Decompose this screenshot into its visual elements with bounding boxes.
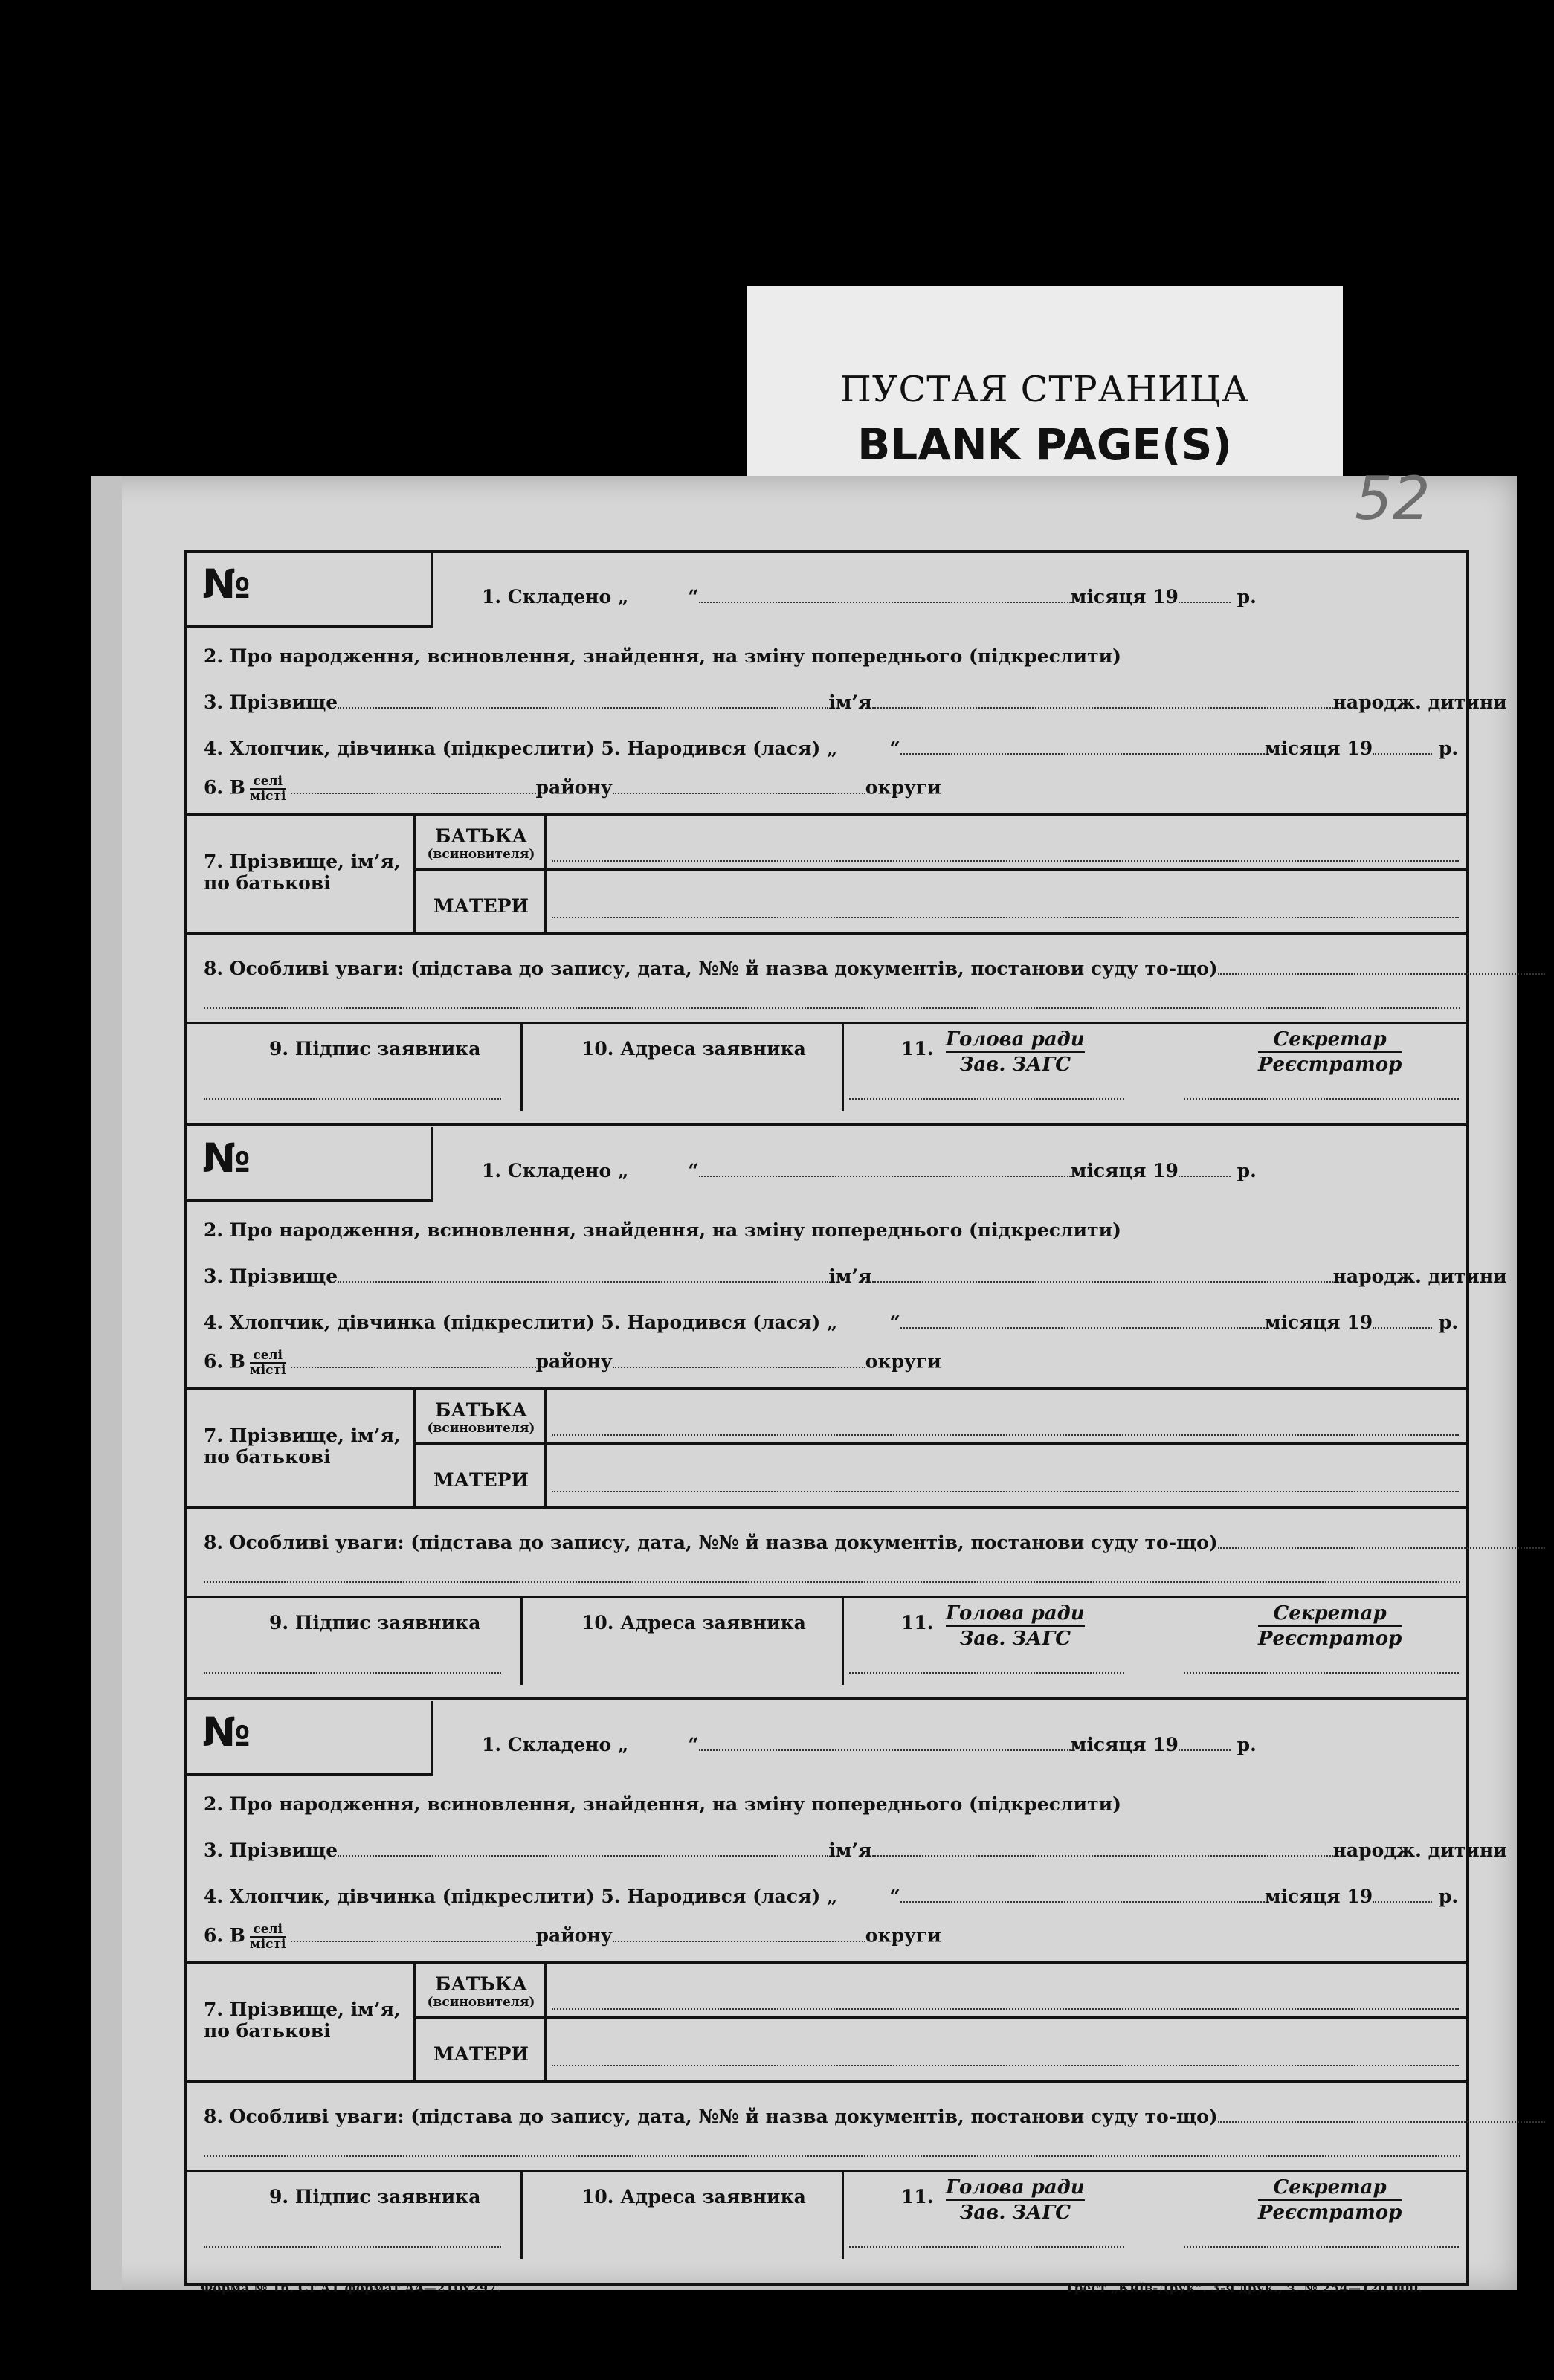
rule-line xyxy=(842,1596,844,1685)
head-title xyxy=(946,1028,1085,1077)
fill-in-line[interactable] xyxy=(338,692,828,709)
record-number-box xyxy=(187,1127,433,1202)
head-top-text: Голова ради xyxy=(946,1028,1085,1053)
gender-birth-line xyxy=(204,1312,1458,1333)
gender-quote-text: “ xyxy=(889,1886,900,1907)
p9-text: 9. Підпис заявника xyxy=(269,2186,481,2208)
fill-in-line[interactable] xyxy=(1373,1312,1432,1329)
p7-text: 7. Прізвище, ім’я, по батькові xyxy=(204,1999,401,2042)
fill-in-line[interactable] xyxy=(204,2141,1460,2157)
v-bottom-text: місті xyxy=(249,1363,286,1378)
record-type-line xyxy=(204,1219,1121,1241)
fill-in-line[interactable] xyxy=(291,1926,536,1942)
fill-in-line[interactable] xyxy=(613,1352,865,1368)
blank-page-label-ru: ПУСТАЯ СТРАНИЦА xyxy=(840,369,1249,410)
special-notes-line xyxy=(204,958,1545,979)
fill-in-line[interactable] xyxy=(204,1657,501,1674)
okrug-text: округи xyxy=(865,1350,941,1373)
form-page xyxy=(91,464,1517,2296)
fill-in-line[interactable] xyxy=(872,1840,1333,1857)
rule-line xyxy=(544,1387,547,1506)
name-text: ім’я xyxy=(828,1265,872,1287)
fill-in-line[interactable] xyxy=(1218,1532,1545,1549)
applicant-address-label xyxy=(581,1612,806,1634)
v-text: 6. В xyxy=(204,1350,245,1373)
fill-in-line[interactable] xyxy=(1184,1083,1459,1100)
head-top-text: Голова ради xyxy=(946,2176,1085,2201)
sec-top-text: Секретар xyxy=(1258,1602,1402,1627)
applicant-address-label xyxy=(581,1038,806,1060)
secretary-title xyxy=(1258,1028,1402,1077)
fill-in-line[interactable] xyxy=(849,2231,1124,2248)
gender-birth-line xyxy=(204,738,1458,759)
fill-in-line[interactable] xyxy=(872,692,1333,709)
applicant-signature-label xyxy=(269,1612,480,1634)
name-text: ім’я xyxy=(828,691,872,713)
surname-line xyxy=(204,1839,1507,1861)
father-text: БАТЬКА xyxy=(434,1399,528,1421)
year-suffix-text: р. xyxy=(1237,586,1257,607)
v-top-text: селі xyxy=(250,1923,286,1938)
rule-line xyxy=(413,813,416,932)
blank-page-label-en: BLANK PAGE(S) xyxy=(857,419,1232,470)
fill-in-line[interactable] xyxy=(1184,1657,1459,1674)
footer-form-info: Форма № 16. Ст АТ формат А4—210х297. xyxy=(201,2281,501,2296)
signature-11-label xyxy=(901,2186,934,2208)
fill-in-line[interactable] xyxy=(552,1419,1459,1436)
father-text: БАТЬКА xyxy=(434,825,528,847)
fill-in-line[interactable] xyxy=(204,2231,501,2248)
head-title xyxy=(946,1602,1085,1651)
gender-quote-text: “ xyxy=(889,1312,900,1333)
applicant-signature-label xyxy=(269,2186,480,2208)
district-text: району xyxy=(535,1350,613,1373)
p9-text: 9. Підпис заявника xyxy=(269,1038,481,1060)
gender-text: 4. Хлопчик, дівчинка (підкреслити) 5. Народився (лася) „ xyxy=(204,738,838,759)
gender-text: 4. Хлопчик, дівчинка (підкреслити) 5. Народився (лася) „ xyxy=(204,1312,838,1333)
year-suffix2-text: р. xyxy=(1438,738,1459,759)
p8-text: 8. Особливі уваги: (підстава до запису, дата, №№ й назва документів, постанови суду то-що) xyxy=(204,2106,1218,2127)
p7-text: 7. Прізвище, ім’я, по батькові xyxy=(204,851,401,894)
name-text: ім’я xyxy=(828,1839,872,1861)
p11-text: 11. xyxy=(901,1038,934,1060)
okrug-text: округи xyxy=(865,776,941,799)
place-line xyxy=(204,1923,941,1951)
fill-in-line[interactable] xyxy=(552,2050,1459,2066)
p8-text: 8. Особливі уваги: (підстава до запису, дата, №№ й назва документів, постанови суду то-що) xyxy=(204,1532,1218,1553)
rule-line xyxy=(413,1442,1466,1445)
district-text: району xyxy=(535,1924,613,1947)
record-section xyxy=(187,1127,1507,1700)
sec-bottom-text: Реєстратор xyxy=(1258,2202,1402,2224)
fill-in-line[interactable] xyxy=(849,1657,1124,1674)
composed-line xyxy=(482,1734,1257,1755)
rule-line xyxy=(413,1961,416,2080)
p11-text: 11. xyxy=(901,1612,934,1634)
head-title xyxy=(946,2176,1085,2225)
fill-in-line[interactable] xyxy=(204,993,1460,1009)
special-notes-line xyxy=(204,2106,1545,2127)
fill-in-line[interactable] xyxy=(1373,738,1432,755)
composed-quote-text: “ xyxy=(688,586,699,607)
father-sub-text: (всиновителя) xyxy=(427,1995,535,2010)
parents-name-label xyxy=(204,1425,404,1468)
fill-in-line[interactable] xyxy=(1218,958,1545,975)
line2-text: 2. Про народження, всиновлення, знайдення, на зміну попереднього (підкреслити) xyxy=(204,1793,1121,1815)
rule-line xyxy=(187,1022,1466,1024)
place-line xyxy=(204,1349,941,1377)
p10-text: 10. Адреса заявника xyxy=(581,1038,806,1060)
sec-top-text: Секретар xyxy=(1258,2176,1402,2201)
father-label xyxy=(419,825,543,862)
applicant-address-label xyxy=(581,2186,806,2208)
composed-text: 1. Складено „ xyxy=(482,1160,629,1181)
rule-line xyxy=(520,2170,523,2259)
blank-page-label-card xyxy=(747,286,1343,480)
rule-line xyxy=(842,2170,844,2259)
fill-in-line[interactable] xyxy=(699,587,1071,603)
rule-line xyxy=(187,1506,1466,1509)
fill-in-line[interactable] xyxy=(849,1083,1124,1100)
rule-line xyxy=(413,2016,1466,2019)
v-bottom-text: місті xyxy=(249,1937,286,1952)
month-text: місяця 19 xyxy=(1070,1734,1179,1755)
p9-text: 9. Підпис заявника xyxy=(269,1612,481,1634)
p10-text: 10. Адреса заявника xyxy=(581,1612,806,1634)
fill-in-line[interactable] xyxy=(552,1993,1459,2010)
secretary-title xyxy=(1258,1602,1402,1651)
rule-line xyxy=(544,1961,547,2080)
fill-in-line[interactable] xyxy=(1179,587,1231,603)
rule-line xyxy=(187,2170,1466,2172)
fill-in-line[interactable] xyxy=(1179,1161,1231,1177)
fill-in-line[interactable] xyxy=(900,1312,1265,1329)
composed-text: 1. Складено „ xyxy=(482,586,629,607)
fill-in-line[interactable] xyxy=(204,1083,501,1100)
rule-line xyxy=(413,868,1466,871)
line2-text: 2. Про народження, всиновлення, знайдення, на зміну попереднього (підкреслити) xyxy=(204,645,1121,667)
month-text: місяця 19 xyxy=(1070,586,1179,607)
head-bottom-text: Зав. ЗАГС xyxy=(959,1628,1071,1650)
child-text: народж. дитини xyxy=(1332,1265,1507,1287)
fill-in-line[interactable] xyxy=(613,778,865,794)
birth-record-form xyxy=(184,550,1507,2286)
rule-line xyxy=(187,1123,1466,1126)
rule-line xyxy=(187,1697,1466,1700)
rule-line xyxy=(520,1022,523,1111)
rule-line xyxy=(187,2080,1466,2083)
fill-in-line[interactable] xyxy=(699,1161,1071,1177)
month2-text: місяця 19 xyxy=(1264,1886,1373,1907)
fill-in-line[interactable] xyxy=(1218,2106,1545,2123)
composed-line xyxy=(482,586,1257,607)
head-bottom-text: Зав. ЗАГС xyxy=(959,2202,1071,2224)
record-section xyxy=(187,1701,1507,2274)
year-suffix-text: р. xyxy=(1237,1160,1257,1181)
parents-name-label xyxy=(204,851,404,894)
v-top-text: селі xyxy=(250,1349,286,1364)
surname-line xyxy=(204,691,1507,713)
footer-printer-info: Трест „Київ-Друк“. 3-я друк., з. № 254—120.000. xyxy=(1065,2281,1422,2296)
record-number-box xyxy=(187,553,433,628)
okrug-text: округи xyxy=(865,1924,941,1947)
special-notes-line xyxy=(204,1532,1545,1553)
fill-in-line[interactable] xyxy=(613,1926,865,1942)
fill-in-line[interactable] xyxy=(552,1476,1459,1492)
sec-top-text: Секретар xyxy=(1258,1028,1402,1053)
fill-in-line[interactable] xyxy=(338,1266,828,1283)
page-number: 52 xyxy=(1355,464,1431,533)
rule-line xyxy=(842,1022,844,1111)
surname-text: 3. Прізвище xyxy=(204,1265,338,1287)
no-text: № xyxy=(202,561,251,607)
mother-label xyxy=(419,2043,543,2065)
father-label xyxy=(419,1973,543,2010)
record-section xyxy=(187,553,1507,1126)
rule-line xyxy=(413,1387,416,1506)
p11-text: 11. xyxy=(901,2186,934,2208)
v-text: 6. В xyxy=(204,776,245,799)
mother-text: МАТЕРИ xyxy=(433,2043,529,2065)
record-type-line xyxy=(204,645,1121,667)
father-text: БАТЬКА xyxy=(434,1973,528,1995)
surname-text: 3. Прізвище xyxy=(204,691,338,713)
record-number-box xyxy=(187,1701,433,1776)
v-top-text: селі xyxy=(250,775,286,790)
mother-text: МАТЕРИ xyxy=(433,895,529,917)
head-top-text: Голова ради xyxy=(946,1602,1085,1627)
fill-in-line[interactable] xyxy=(291,778,536,794)
rule-line xyxy=(187,1961,1466,1964)
line2-text: 2. Про народження, всиновлення, знайдення, на зміну попереднього (підкреслити) xyxy=(204,1219,1121,1241)
fill-in-line[interactable] xyxy=(552,902,1459,918)
signature-11-label xyxy=(901,1612,934,1634)
year-suffix2-text: р. xyxy=(1438,1886,1459,1907)
composed-line xyxy=(482,1160,1257,1181)
head-bottom-text: Зав. ЗАГС xyxy=(959,1054,1071,1076)
fill-in-line[interactable] xyxy=(699,1735,1071,1751)
applicant-signature-label xyxy=(269,1038,480,1060)
district-text: району xyxy=(535,776,613,799)
sec-bottom-text: Реєстратор xyxy=(1258,1054,1402,1076)
rule-line xyxy=(187,813,1466,816)
month2-text: місяця 19 xyxy=(1264,1312,1373,1333)
gender-birth-line xyxy=(204,1886,1458,1907)
p10-text: 10. Адреса заявника xyxy=(581,2186,806,2208)
signature-11-label xyxy=(901,1038,934,1060)
binding-margin xyxy=(91,476,122,2290)
fill-in-line[interactable] xyxy=(1184,2231,1459,2248)
p8-text: 8. Особливі уваги: (підстава до запису, дата, №№ й назва документів, постанови суду то-що) xyxy=(204,958,1218,979)
gender-text: 4. Хлопчик, дівчинка (підкреслити) 5. Народився (лася) „ xyxy=(204,1886,838,1907)
composed-quote-text: “ xyxy=(688,1734,699,1755)
fill-in-line[interactable] xyxy=(552,845,1459,862)
composed-quote-text: “ xyxy=(688,1160,699,1181)
gender-quote-text: “ xyxy=(889,738,900,759)
fill-in-line[interactable] xyxy=(900,1886,1265,1903)
p7-text: 7. Прізвище, ім’я, по батькові xyxy=(204,1425,401,1468)
mother-label xyxy=(419,1469,543,1491)
sec-bottom-text: Реєстратор xyxy=(1258,1628,1402,1650)
child-text: народж. дитини xyxy=(1332,1839,1507,1861)
year-suffix-text: р. xyxy=(1237,1734,1257,1755)
secretary-title xyxy=(1258,2176,1402,2225)
v-bottom-text: місті xyxy=(249,789,286,804)
rule-line xyxy=(187,1387,1466,1390)
child-text: народж. дитини xyxy=(1332,691,1507,713)
month-text: місяця 19 xyxy=(1070,1160,1179,1181)
father-sub-text: (всиновителя) xyxy=(427,1421,535,1436)
rule-line xyxy=(544,813,547,932)
father-sub-text: (всиновителя) xyxy=(427,847,535,862)
no-text: № xyxy=(202,1135,251,1181)
v-text: 6. В xyxy=(204,1924,245,1947)
father-label xyxy=(419,1399,543,1436)
no-text: № xyxy=(202,1709,251,1755)
fill-in-line[interactable] xyxy=(1179,1735,1231,1751)
month2-text: місяця 19 xyxy=(1264,738,1373,759)
fill-in-line[interactable] xyxy=(900,738,1265,755)
rule-line xyxy=(520,1596,523,1685)
fill-in-line[interactable] xyxy=(338,1840,828,1857)
record-type-line xyxy=(204,1793,1121,1815)
rule-line xyxy=(187,1596,1466,1598)
fill-in-line[interactable] xyxy=(872,1266,1333,1283)
mother-text: МАТЕРИ xyxy=(433,1469,529,1491)
place-line xyxy=(204,775,941,803)
fill-in-line[interactable] xyxy=(1373,1886,1432,1903)
year-suffix2-text: р. xyxy=(1438,1312,1459,1333)
surname-text: 3. Прізвище xyxy=(204,1839,338,1861)
mother-label xyxy=(419,895,543,917)
fill-in-line[interactable] xyxy=(204,1567,1460,1583)
rule-line xyxy=(187,932,1466,935)
surname-line xyxy=(204,1265,1507,1287)
composed-text: 1. Складено „ xyxy=(482,1734,629,1755)
parents-name-label xyxy=(204,1999,404,2042)
fill-in-line[interactable] xyxy=(291,1352,536,1368)
